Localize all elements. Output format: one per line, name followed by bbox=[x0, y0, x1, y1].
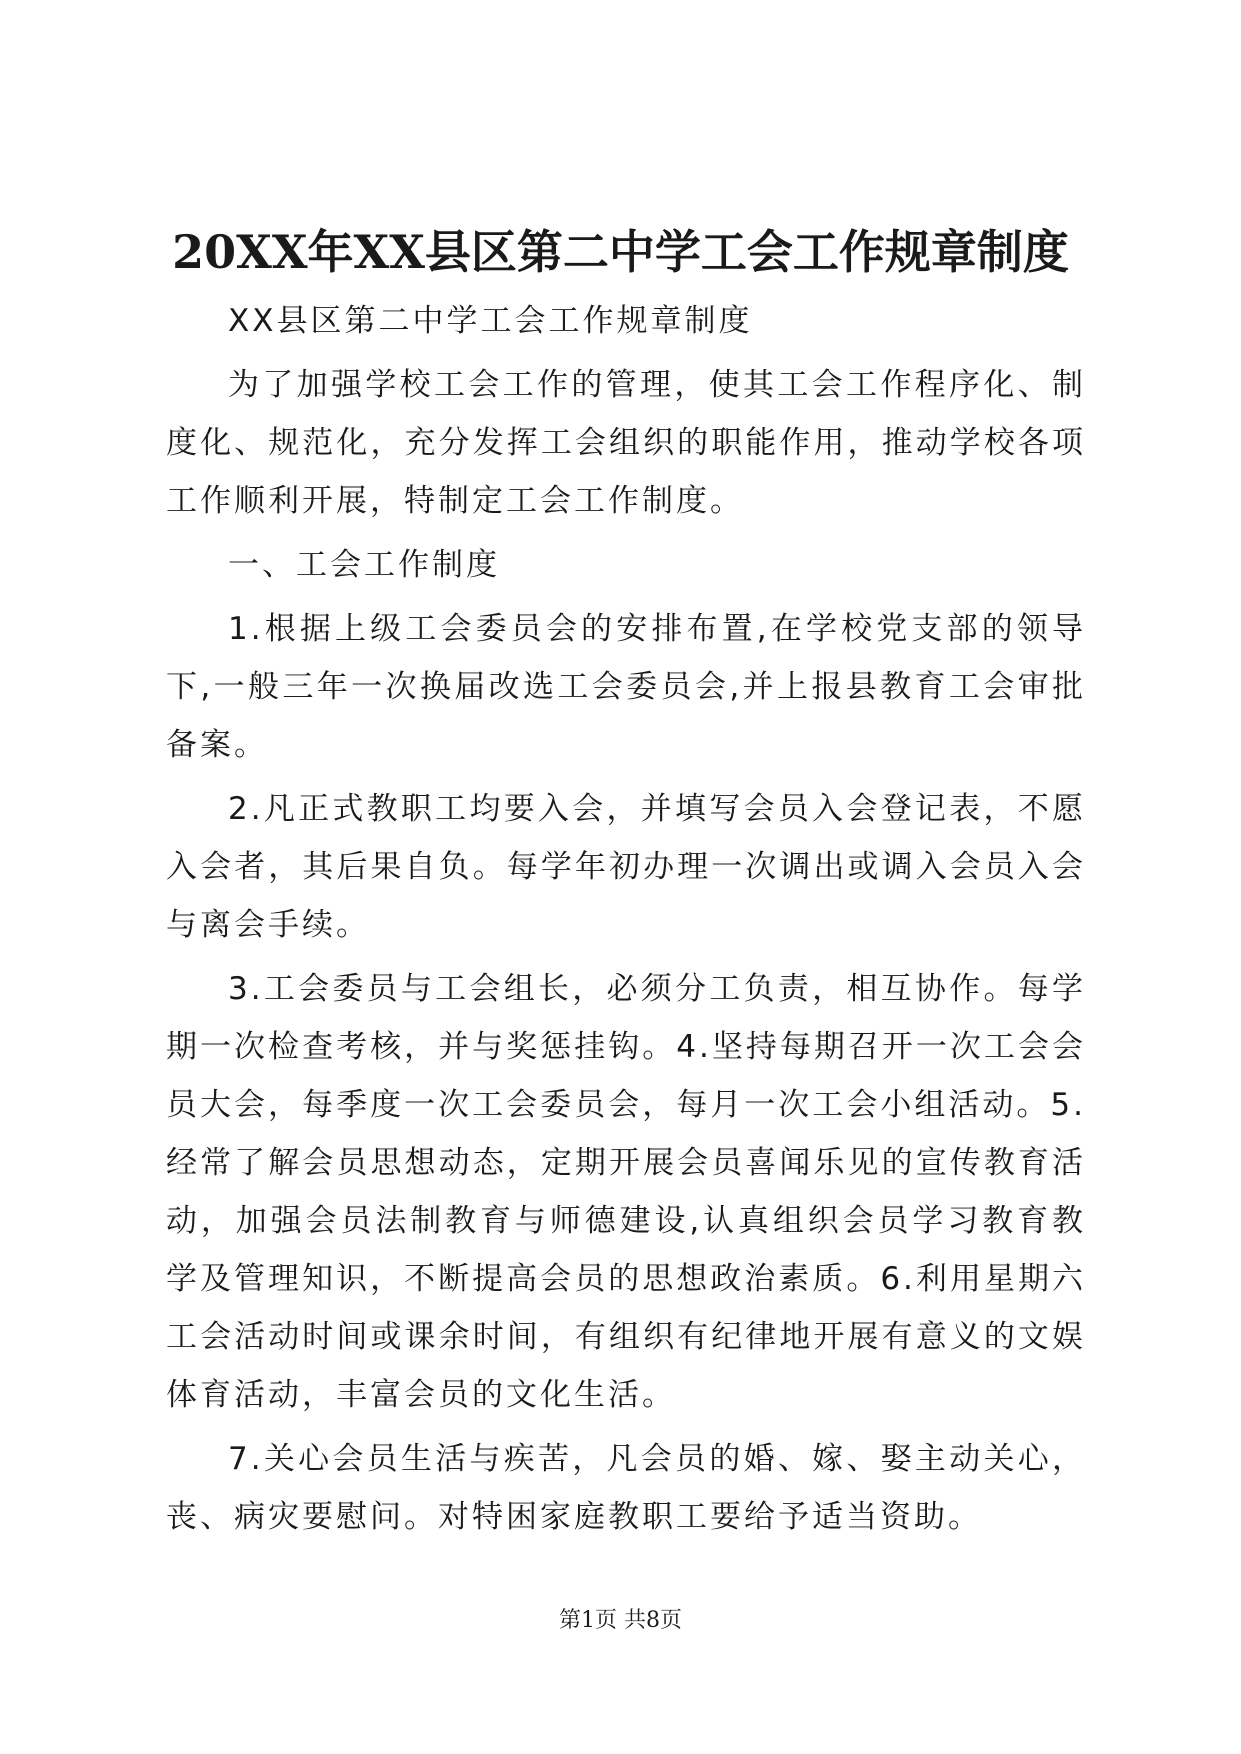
document-body bbox=[166, 292, 1086, 1552]
document-title: 20XX年XX县区第二中学工会工作规章制度 bbox=[172, 225, 1069, 279]
rule-paragraph-2: 2.凡正式教职工均要入会，并填写会员入会登记表，不愿入会者，其后果自负。每学年初办理一次调出或调入会员入会与离会手续。 bbox=[166, 791, 1086, 943]
rule-paragraph-3-6: 3.工会委员与工会组长，必须分工负责，相互协作。每学期一次检查考核，并与奖惩挂钩。4.坚持每期召开一次工会会员大会，每季度一次工会委员会，每月一次工会小组活动。5.经常了解会员思想动态，定期开展会员喜闻乐见的宣传教育活动，加强会员法制教育与师德建设,认真组织会员学习教育教学及管理知识，不断提高会员的思想政治素质。6.利用星期六工会活动时间或课余时间，有组织有纪律地开展有意义的文娱体育活动，丰富会员的文化生活。 bbox=[166, 971, 1086, 1413]
page-footer: 第1页 共8页 bbox=[559, 1608, 682, 1633]
rule-paragraph-1: 1.根据上级工会委员会的安排布置,在学校党支部的领导下,一般三年一次换届改选工会委员会,并上报县教育工会审批备案。 bbox=[166, 611, 1086, 763]
section-heading: 一、工会工作制度 bbox=[228, 547, 500, 583]
rule-paragraph-7: 7.关心会员生活与疾苦，凡会员的婚、嫁、娶主动关心，丧、病灾要慰问。对特困家庭教职工要给予适当资助。 bbox=[166, 1441, 1086, 1535]
subtitle-paragraph: XX县区第二中学工会工作规章制度 bbox=[228, 303, 753, 339]
intro-paragraph: 为了加强学校工会工作的管理，使其工会工作程序化、制度化、规范化，充分发挥工会组织的职能作用，推动学校各项工作顺利开展，特制定工会工作制度。 bbox=[166, 367, 1086, 519]
